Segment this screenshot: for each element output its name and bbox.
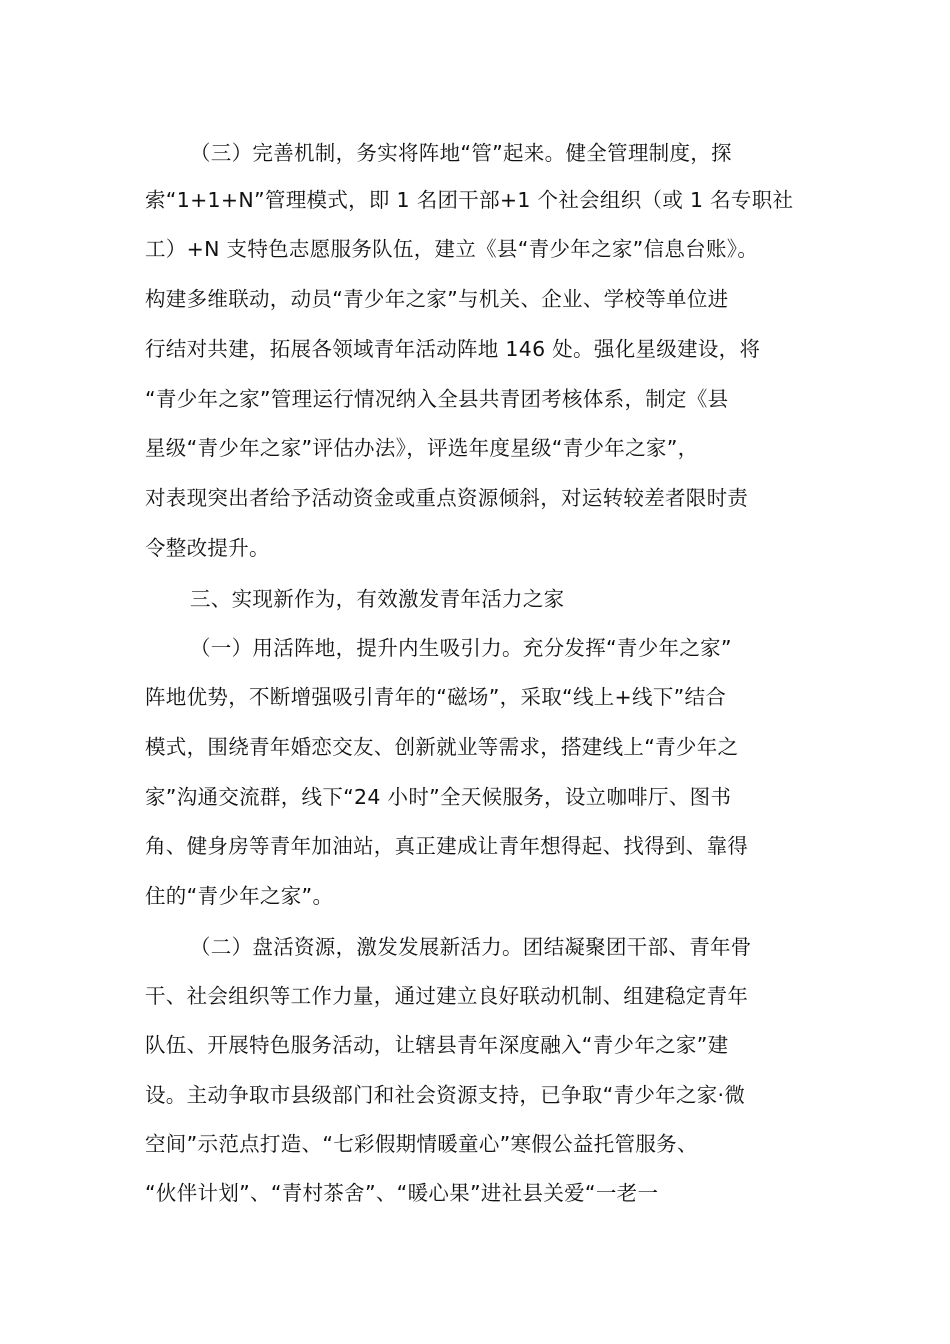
text-line: 设。主动争取市县级部门和社会资源支持，已争取“青少年之家·微 bbox=[145, 1083, 746, 1107]
text-line: “青少年之家”管理运行情况纳入全县共青团考核体系，制定《县 bbox=[145, 387, 729, 411]
text-line: 家”沟通交流群，线下“24 小时”全天候服务，设立咖啡厅、图书 bbox=[145, 785, 732, 809]
text-line: （二）盘活资源，激发发展新活力。团结凝聚团干部、青年骨 bbox=[190, 935, 752, 959]
text-line: 对表现突出者给予活动资金或重点资源倾斜，对运转较差者限时责 bbox=[145, 486, 749, 510]
text-line: 星级“青少年之家”评估办法》，评选年度星级“青少年之家”， bbox=[145, 436, 699, 460]
text-line: 队伍、开展特色服务活动，让辖县青年深度融入“青少年之家”建 bbox=[145, 1033, 729, 1057]
text-line: 行结对共建，拓展各领域青年活动阵地 146 处。强化星级建设，将 bbox=[145, 337, 761, 361]
text-line: “伙伴计划”、“青村茶舍”、“暖心果”进社县关爱“一老一 bbox=[145, 1181, 659, 1205]
section-heading: 三、实现新作为，有效激发青年活力之家 bbox=[190, 587, 565, 611]
text-line: （一）用活阵地，提升内生吸引力。充分发挥“青少年之家” bbox=[190, 636, 732, 660]
text-line: 模式，围绕青年婚恋交友、创新就业等需求，搭建线上“青少年之 bbox=[145, 735, 739, 759]
text-line: （三）完善机制，务实将阵地“管”起来。健全管理制度，探 bbox=[190, 141, 732, 165]
text-line: 索“1+1+N”管理模式，即 1 名团干部+1 个社会组织（或 1 名专职社 bbox=[145, 188, 794, 212]
text-line: 令整改提升。 bbox=[145, 536, 270, 560]
text-line: 角、健身房等青年加油站，真正建成让青年想得起、找得到、靠得 bbox=[145, 834, 749, 858]
text-line: 工）+N 支特色志愿服务队伍，建立《县“青少年之家”信息台账》。 bbox=[145, 237, 759, 261]
text-line: 构建多维联动，动员“青少年之家”与机关、企业、学校等单位进 bbox=[145, 287, 729, 311]
text-line: 空间”示范点打造、“七彩假期情暖童心”寒假公益托管服务、 bbox=[145, 1132, 698, 1156]
text-line: 干、社会组织等工作力量，通过建立良好联动机制、组建稳定青年 bbox=[145, 984, 749, 1008]
text-line: 阵地优势，不断增强吸引青年的“磁场”，采取“线上+线下”结合 bbox=[145, 685, 727, 709]
text-line: 住的“青少年之家”。 bbox=[145, 884, 334, 908]
